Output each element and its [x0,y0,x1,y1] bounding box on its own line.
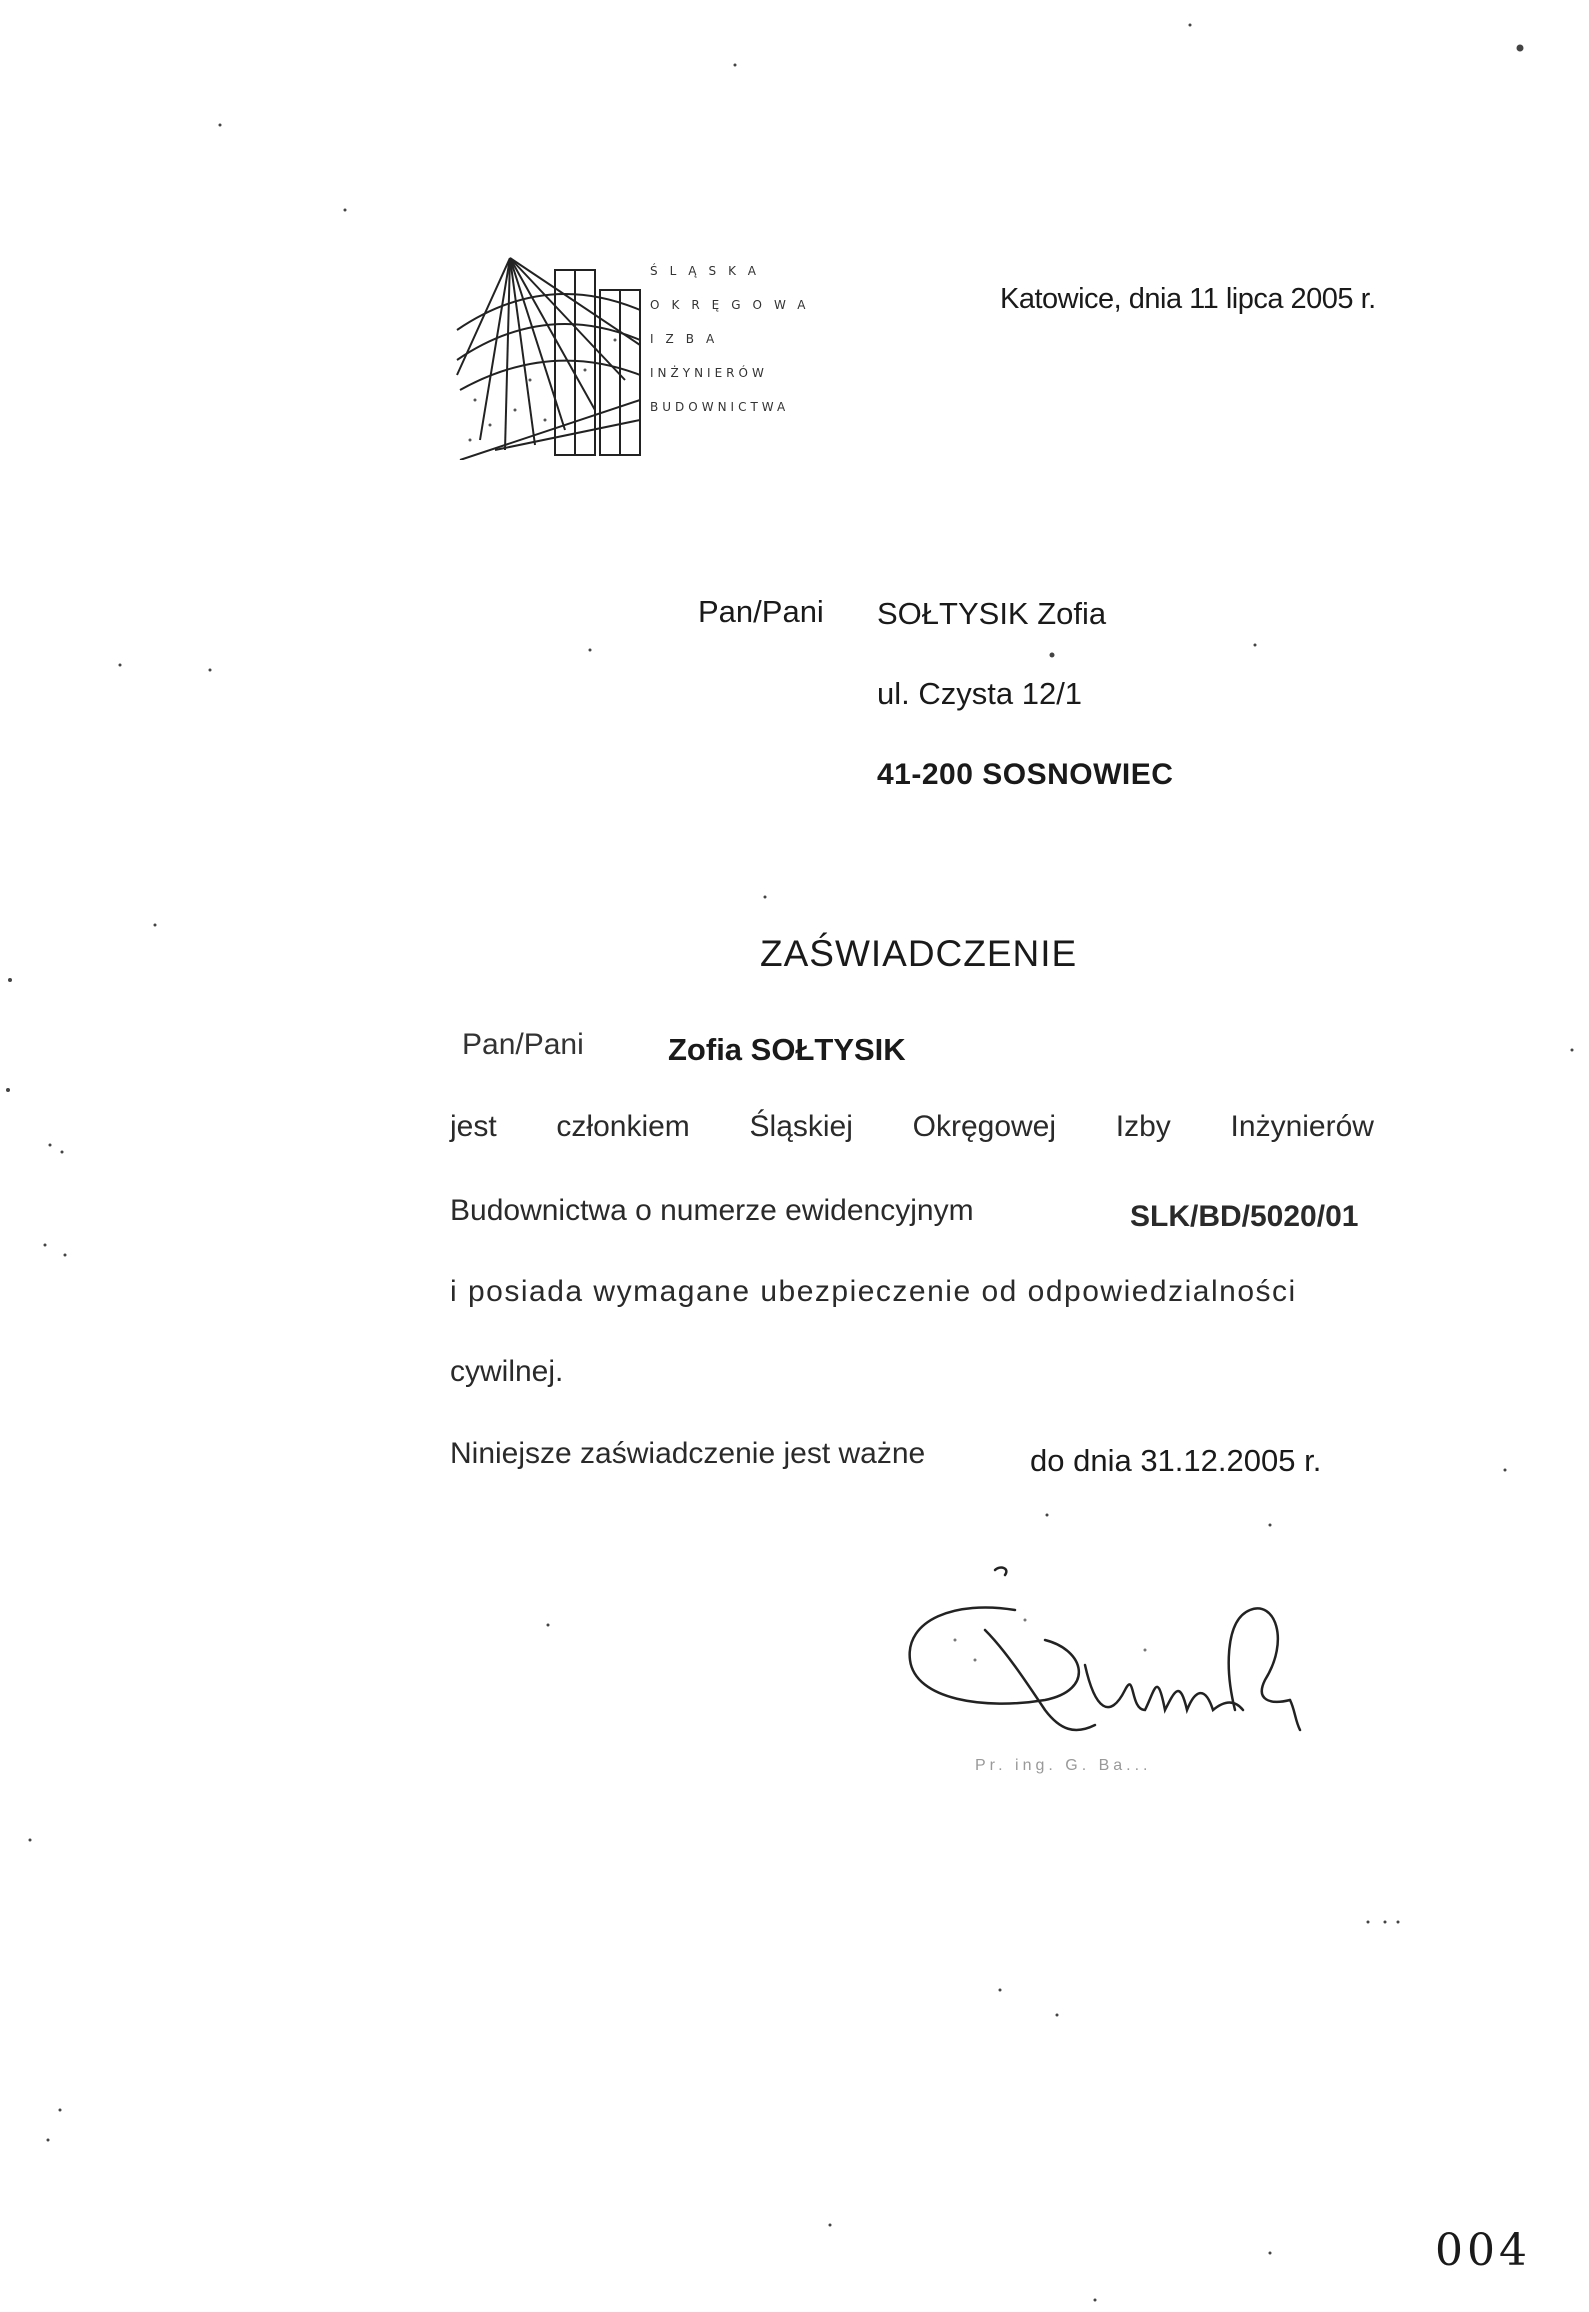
body-line-2: Budownictwa o numerze ewidencyjnym [450,1194,974,1227]
chamber-logo [455,250,855,465]
body-line-1 [450,1110,1374,1144]
document-title: ZAŚWIADCZENIE [760,933,1078,974]
body-line-3: i posiada wymagane ubezpieczenie od odpowiedzialności [450,1275,1297,1308]
body-word: Inżynierów [1230,1110,1374,1143]
recipient-label: Pan/Pani [698,594,824,629]
recipient-name: SOŁTYSIK Zofia [877,596,1107,631]
body-word: Izby [1115,1110,1171,1143]
recipient-city: 41-200 SOSNOWIEC [877,758,1174,791]
subject-name: Zofia SOŁTYSIK [668,1032,906,1067]
page-number: 004 [1435,2225,1531,2276]
body-word: Okręgowej [912,1110,1057,1143]
handwritten-signature [895,1560,1315,1760]
signature-stamp-text: Pr. ing. G. Ba... [975,1757,1152,1774]
logo-line: OKRĘGOWA [650,298,818,312]
logo-line: BUDOWNICTWA [650,400,790,414]
place-and-date: Katowice, dnia 11 lipca 2005 r. [1000,283,1376,315]
logo-line: ŚLĄSKA [650,264,768,278]
recipient-street: ul. Czysta 12/1 [877,676,1083,711]
chamber-logo-lettering [650,254,855,424]
chamber-logo-graphic [455,250,645,460]
body-word: członkiem [556,1110,690,1143]
body-word: jest [450,1110,497,1143]
logo-line: INŻYNIERÓW [650,366,768,380]
validity-text: Niniejsze zaświadczenie jest ważne [450,1437,926,1470]
body-line-4: cywilnej. [450,1355,564,1388]
logo-line: IZBA [650,332,727,346]
valid-until-date: do dnia 31.12.2005 r. [1030,1443,1322,1478]
registration-number: SLK/BD/5020/01 [1130,1200,1359,1233]
body-word: Śląskiej [749,1110,853,1143]
subject-label: Pan/Pani [462,1028,584,1061]
